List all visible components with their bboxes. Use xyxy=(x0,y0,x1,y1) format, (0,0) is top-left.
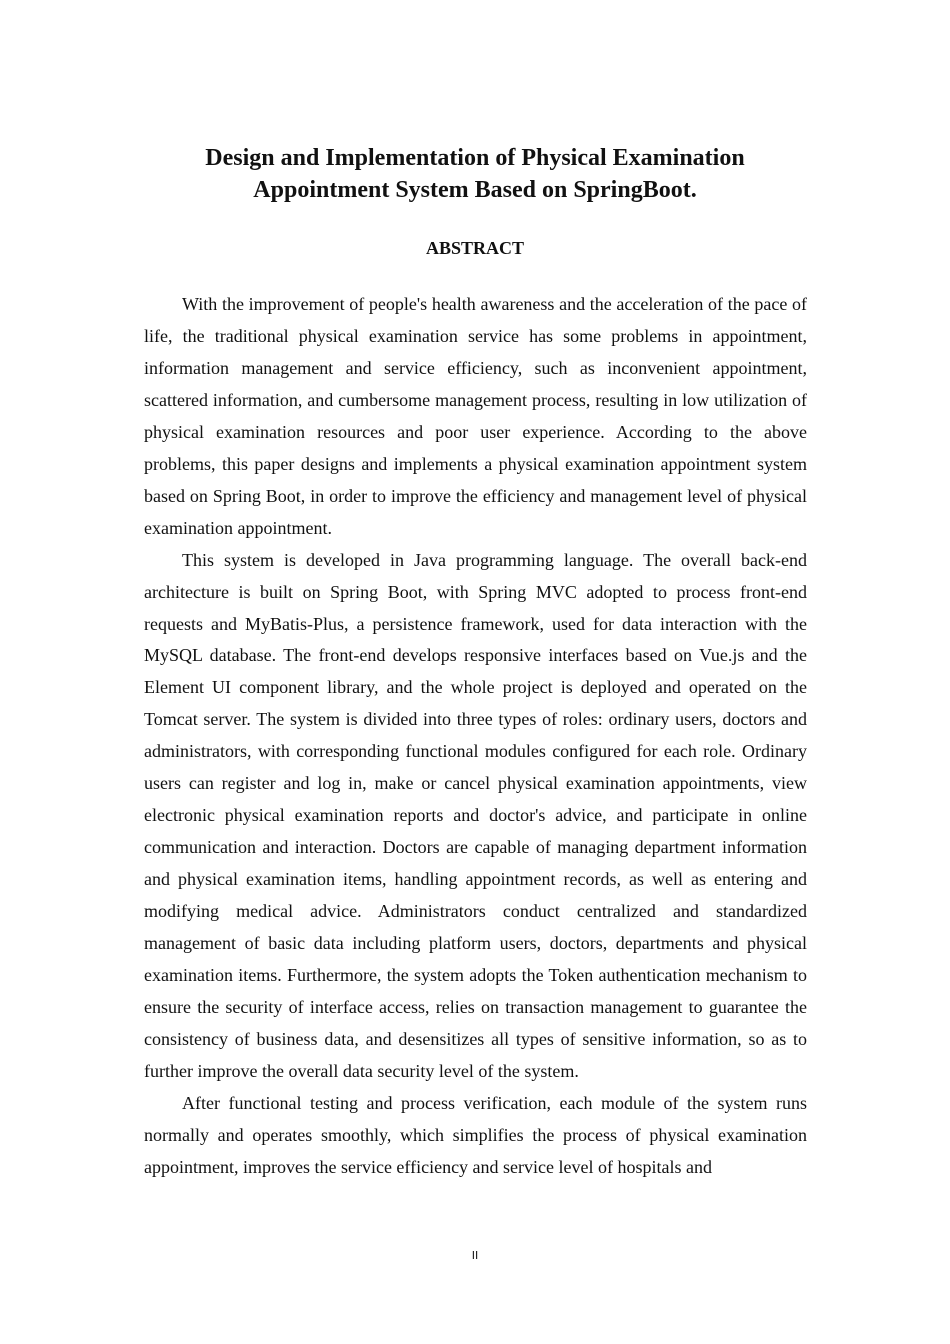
abstract-body xyxy=(144,289,807,1184)
paper-title-line-2: Appointment System Based on SpringBoot. xyxy=(253,177,697,203)
paper-title-line-1: Design and Implementation of Physical Examination xyxy=(205,145,745,171)
abstract-paragraph-2: This system is developed in Java programming language. The overall back-end architecture is built on Spring Boot, with Spring MVC adopted to process front-end requests and MyBatis-Plus, a persistence framework, used for data interaction with the MySQL database. The front-end develops responsive interfaces based on Vue.js and the Element UI component library, and the whole project is deployed and operated on the Tomcat server. The system is divided into three types of roles: ordinary users, doctors and administrators, with corresponding functional modules configured for each role. Ordinary users can register and log in, make or cancel physical examination appointments, view electronic physical examination reports and doctor's advice, and participate in online communication and interaction. Doctors are capable of managing department information and physical examination items, handling appointment records, as well as entering and modifying medical advice. Administrators conduct centralized and standardized management of basic data including platform users, doctors, departments and physical examination items. Furthermore, the system adopts the Token authentication mechanism to ensure the security of interface access, relies on transaction management to guarantee the consistency of business data, and desensitizes all types of sensitive information, so as to further improve the overall data security level of the system. xyxy=(144,549,807,1081)
paper-title xyxy=(120,142,830,206)
page-number: II xyxy=(471,1249,479,1262)
abstract-paragraph-3: After functional testing and process verification, each module of the system runs normally and operates smoothly, which simplifies the process of physical examination appointment, improves the service efficiency and service level of hospitals and xyxy=(144,1092,807,1177)
abstract-heading: ABSTRACT xyxy=(425,238,525,258)
abstract-paragraph-1: With the improvement of people's health awareness and the acceleration of the pace of life, the traditional physical examination service has some problems in appointment, information management and service efficiency, such as inconvenient appointment, scattered information, and cumbersome management process, resulting in low utilization of physical examination resources and poor user experience. According to the above problems, this paper designs and implements a physical examination appointment system based on Spring Boot, in order to improve the efficiency and management level of physical examination appointment. xyxy=(144,294,807,538)
